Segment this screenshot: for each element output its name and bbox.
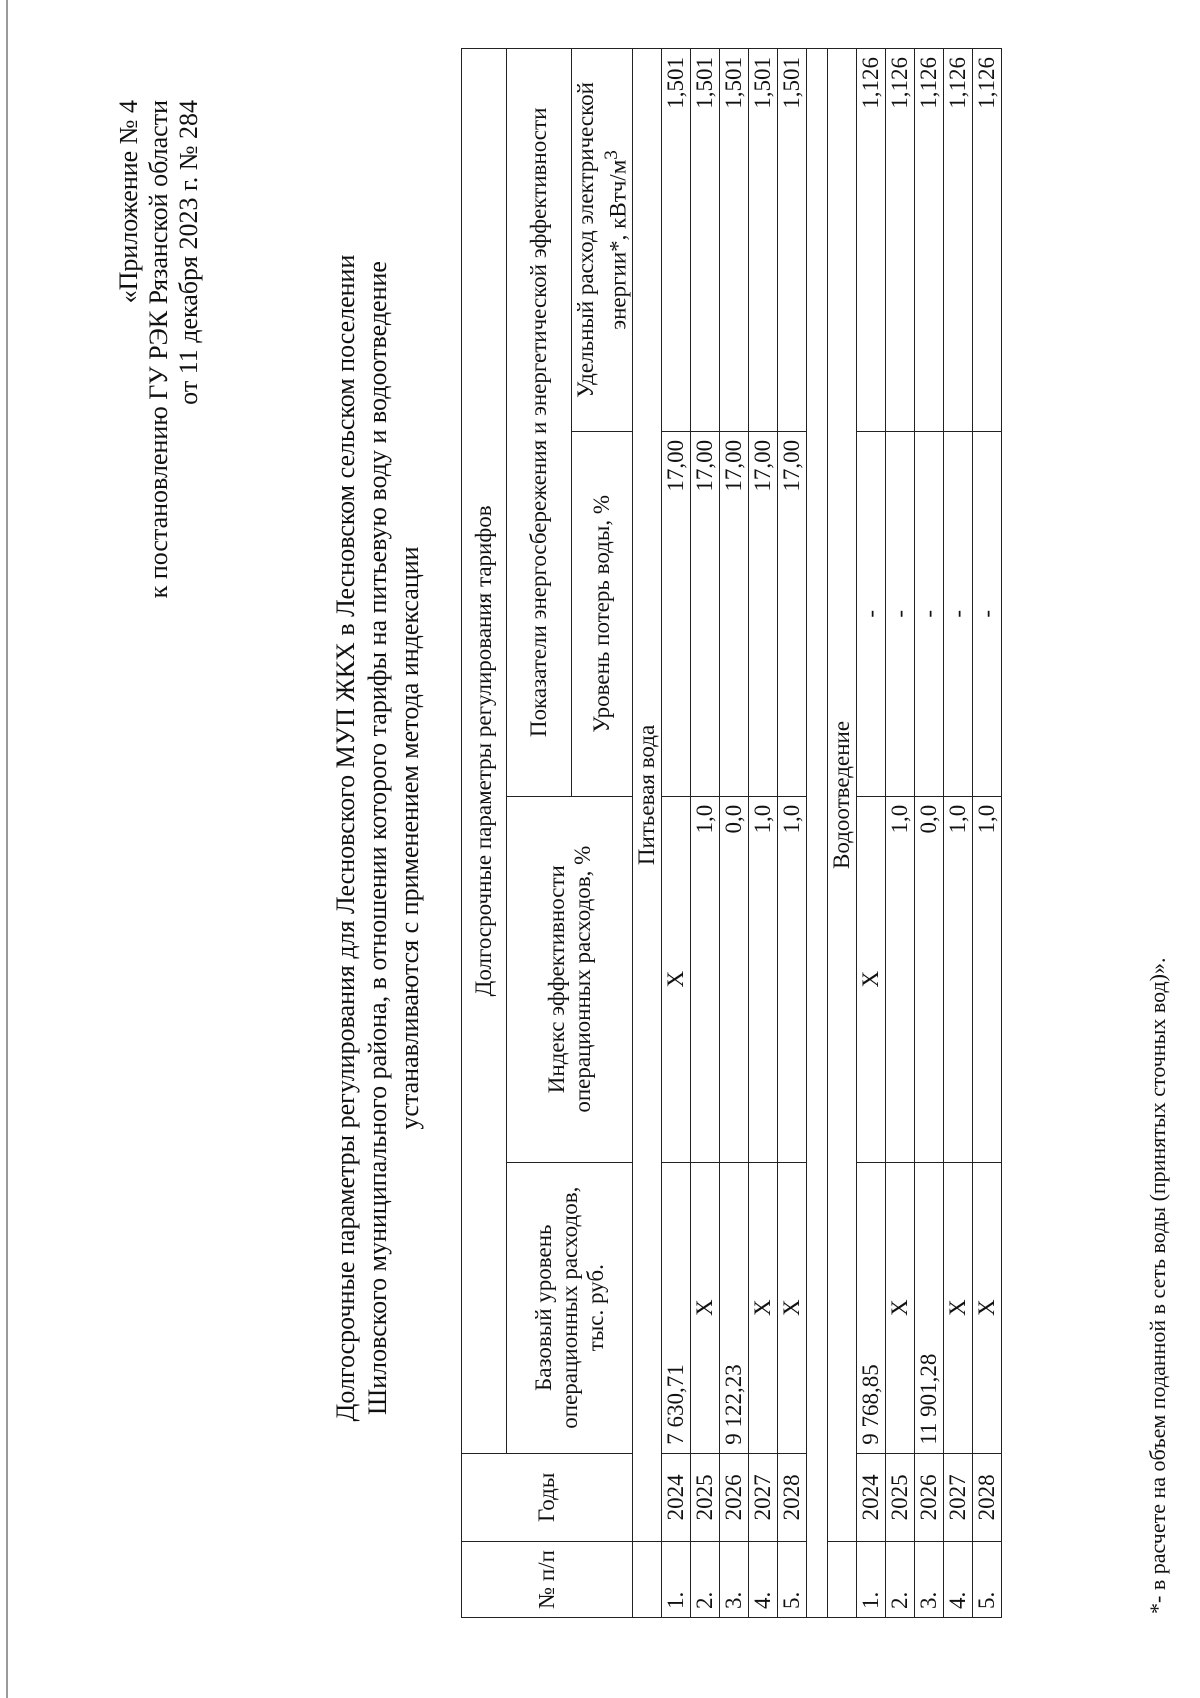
header-num: № п/п [462, 1541, 633, 1617]
cell-base: 9 768,85 [857, 1162, 886, 1453]
cell-num: 5. [973, 1541, 1002, 1617]
cell-index: 1,0 [886, 796, 915, 1162]
table-row [778, 49, 807, 1618]
section-title: Питьевая вода [633, 49, 662, 1542]
cell-specific: 1,501 [749, 49, 778, 432]
header-energy-group: Показатели энергосбережения и энергетической эффективности [507, 49, 572, 797]
table-row [662, 49, 691, 1618]
cell-loss: 17,00 [691, 431, 720, 796]
cell-specific: 1,126 [915, 49, 944, 432]
cell-year: 2026 [915, 1453, 944, 1541]
table-body [633, 49, 1002, 1618]
cell-loss: - [915, 431, 944, 796]
table-row [944, 49, 973, 1618]
cell-year: 2028 [973, 1453, 1002, 1541]
cell-year: 2024 [857, 1453, 886, 1541]
cell-num: 3. [915, 1541, 944, 1617]
cell-index: 1,0 [691, 796, 720, 1162]
cell-loss: - [857, 431, 886, 796]
header-water-loss: Уровень потерь воды, % [572, 431, 633, 796]
cell-num: 4. [749, 1541, 778, 1617]
cell-base: Х [778, 1162, 807, 1453]
table-row [915, 49, 944, 1618]
cell-index: Х [857, 796, 886, 1162]
cell-num: 1. [857, 1541, 886, 1617]
header-specific-energy-sup: 3 [600, 150, 622, 160]
cell-loss: 17,00 [720, 431, 749, 796]
cell-base: Х [973, 1162, 1002, 1453]
cell-year: 2024 [662, 1453, 691, 1541]
table-row [886, 49, 915, 1618]
section-row [633, 49, 662, 1618]
appendix-header [114, 100, 204, 598]
cell-year: 2025 [886, 1453, 915, 1541]
cell-num: 4. [944, 1541, 973, 1617]
cell-loss: 17,00 [662, 431, 691, 796]
cell-loss: 17,00 [778, 431, 807, 796]
header-group: Долгосрочные параметры регулирования тарифов [462, 49, 507, 1454]
cell-index: Х [662, 796, 691, 1162]
cell-base: Х [691, 1162, 720, 1453]
table-row [857, 49, 886, 1618]
cell-year: 2027 [944, 1453, 973, 1541]
cell-specific: 1,126 [973, 49, 1002, 432]
cell-specific: 1,126 [886, 49, 915, 432]
table-row [973, 49, 1002, 1618]
cell-index: 1,0 [749, 796, 778, 1162]
cell-base: Х [886, 1162, 915, 1453]
cell-num: 5. [778, 1541, 807, 1617]
cell-index: 1,0 [778, 796, 807, 1162]
table-row [720, 49, 749, 1618]
cell-index: 0,0 [915, 796, 944, 1162]
header-specific-energy [572, 49, 633, 432]
header-years: Годы [462, 1453, 633, 1541]
section-title: Водоотведение [828, 49, 857, 1542]
cell-index: 1,0 [944, 796, 973, 1162]
cell-base: 7 630,71 [662, 1162, 691, 1453]
cell-base: 9 122,23 [720, 1162, 749, 1453]
cell-specific: 1,501 [691, 49, 720, 432]
table-row [691, 49, 720, 1618]
title-line-1: Долгосрочные параметры регулирования для Лесновского МУП ЖКХ в Лесновском сельском поселении [331, 254, 360, 1422]
cell-num: 2. [886, 1541, 915, 1617]
title-line-3: устанавливаются с применением метода индексации [395, 546, 424, 1130]
cell-num: 1. [662, 1541, 691, 1617]
parameters-table [461, 48, 1002, 1618]
cell-num: 3. [720, 1541, 749, 1617]
cell-loss: - [944, 431, 973, 796]
table-row [749, 49, 778, 1618]
cell-specific: 1,126 [857, 49, 886, 432]
cell-index: 1,0 [973, 796, 1002, 1162]
cell-loss: 17,00 [749, 431, 778, 796]
cell-specific: 1,126 [944, 49, 973, 432]
cell-base: 11 901,28 [915, 1162, 944, 1453]
title-line-2: Шиловского муниципального района, в отношении которого тарифы на питьевую воду и водоотведение [363, 261, 392, 1415]
cell-num: 2. [691, 1541, 720, 1617]
footnote: *- в расчете на объем поданной в сеть воды (принятых сточных вод)». [1145, 957, 1170, 1614]
cell-year: 2028 [778, 1453, 807, 1541]
cell-base: Х [944, 1162, 973, 1453]
header-base-level: Базовый уровень операционных расходов, тыс. руб. [507, 1162, 633, 1453]
cell-specific: 1,501 [720, 49, 749, 432]
cell-year: 2025 [691, 1453, 720, 1541]
header-specific-energy-text: Удельный расход электрической энергии*, кВтч/м [572, 82, 631, 398]
appendix-line-3: от 11 декабря 2023 г. № 284 [174, 100, 203, 405]
document-title [330, 188, 426, 1488]
cell-year: 2026 [720, 1453, 749, 1541]
appendix-line-2: к постановлению ГУ РЭК Рязанской области [144, 100, 173, 599]
cell-specific: 1,501 [662, 49, 691, 432]
cell-year: 2027 [749, 1453, 778, 1541]
section-spacer [807, 49, 828, 1618]
cell-base: Х [749, 1162, 778, 1453]
cell-index: 0,0 [720, 796, 749, 1162]
cell-loss: - [973, 431, 1002, 796]
section-row [828, 49, 857, 1618]
cell-loss: - [886, 431, 915, 796]
cell-specific: 1,501 [778, 49, 807, 432]
appendix-line-1: «Приложение № 4 [114, 100, 143, 304]
header-efficiency-index: Индекс эффективности операционных расходов, % [507, 796, 633, 1162]
